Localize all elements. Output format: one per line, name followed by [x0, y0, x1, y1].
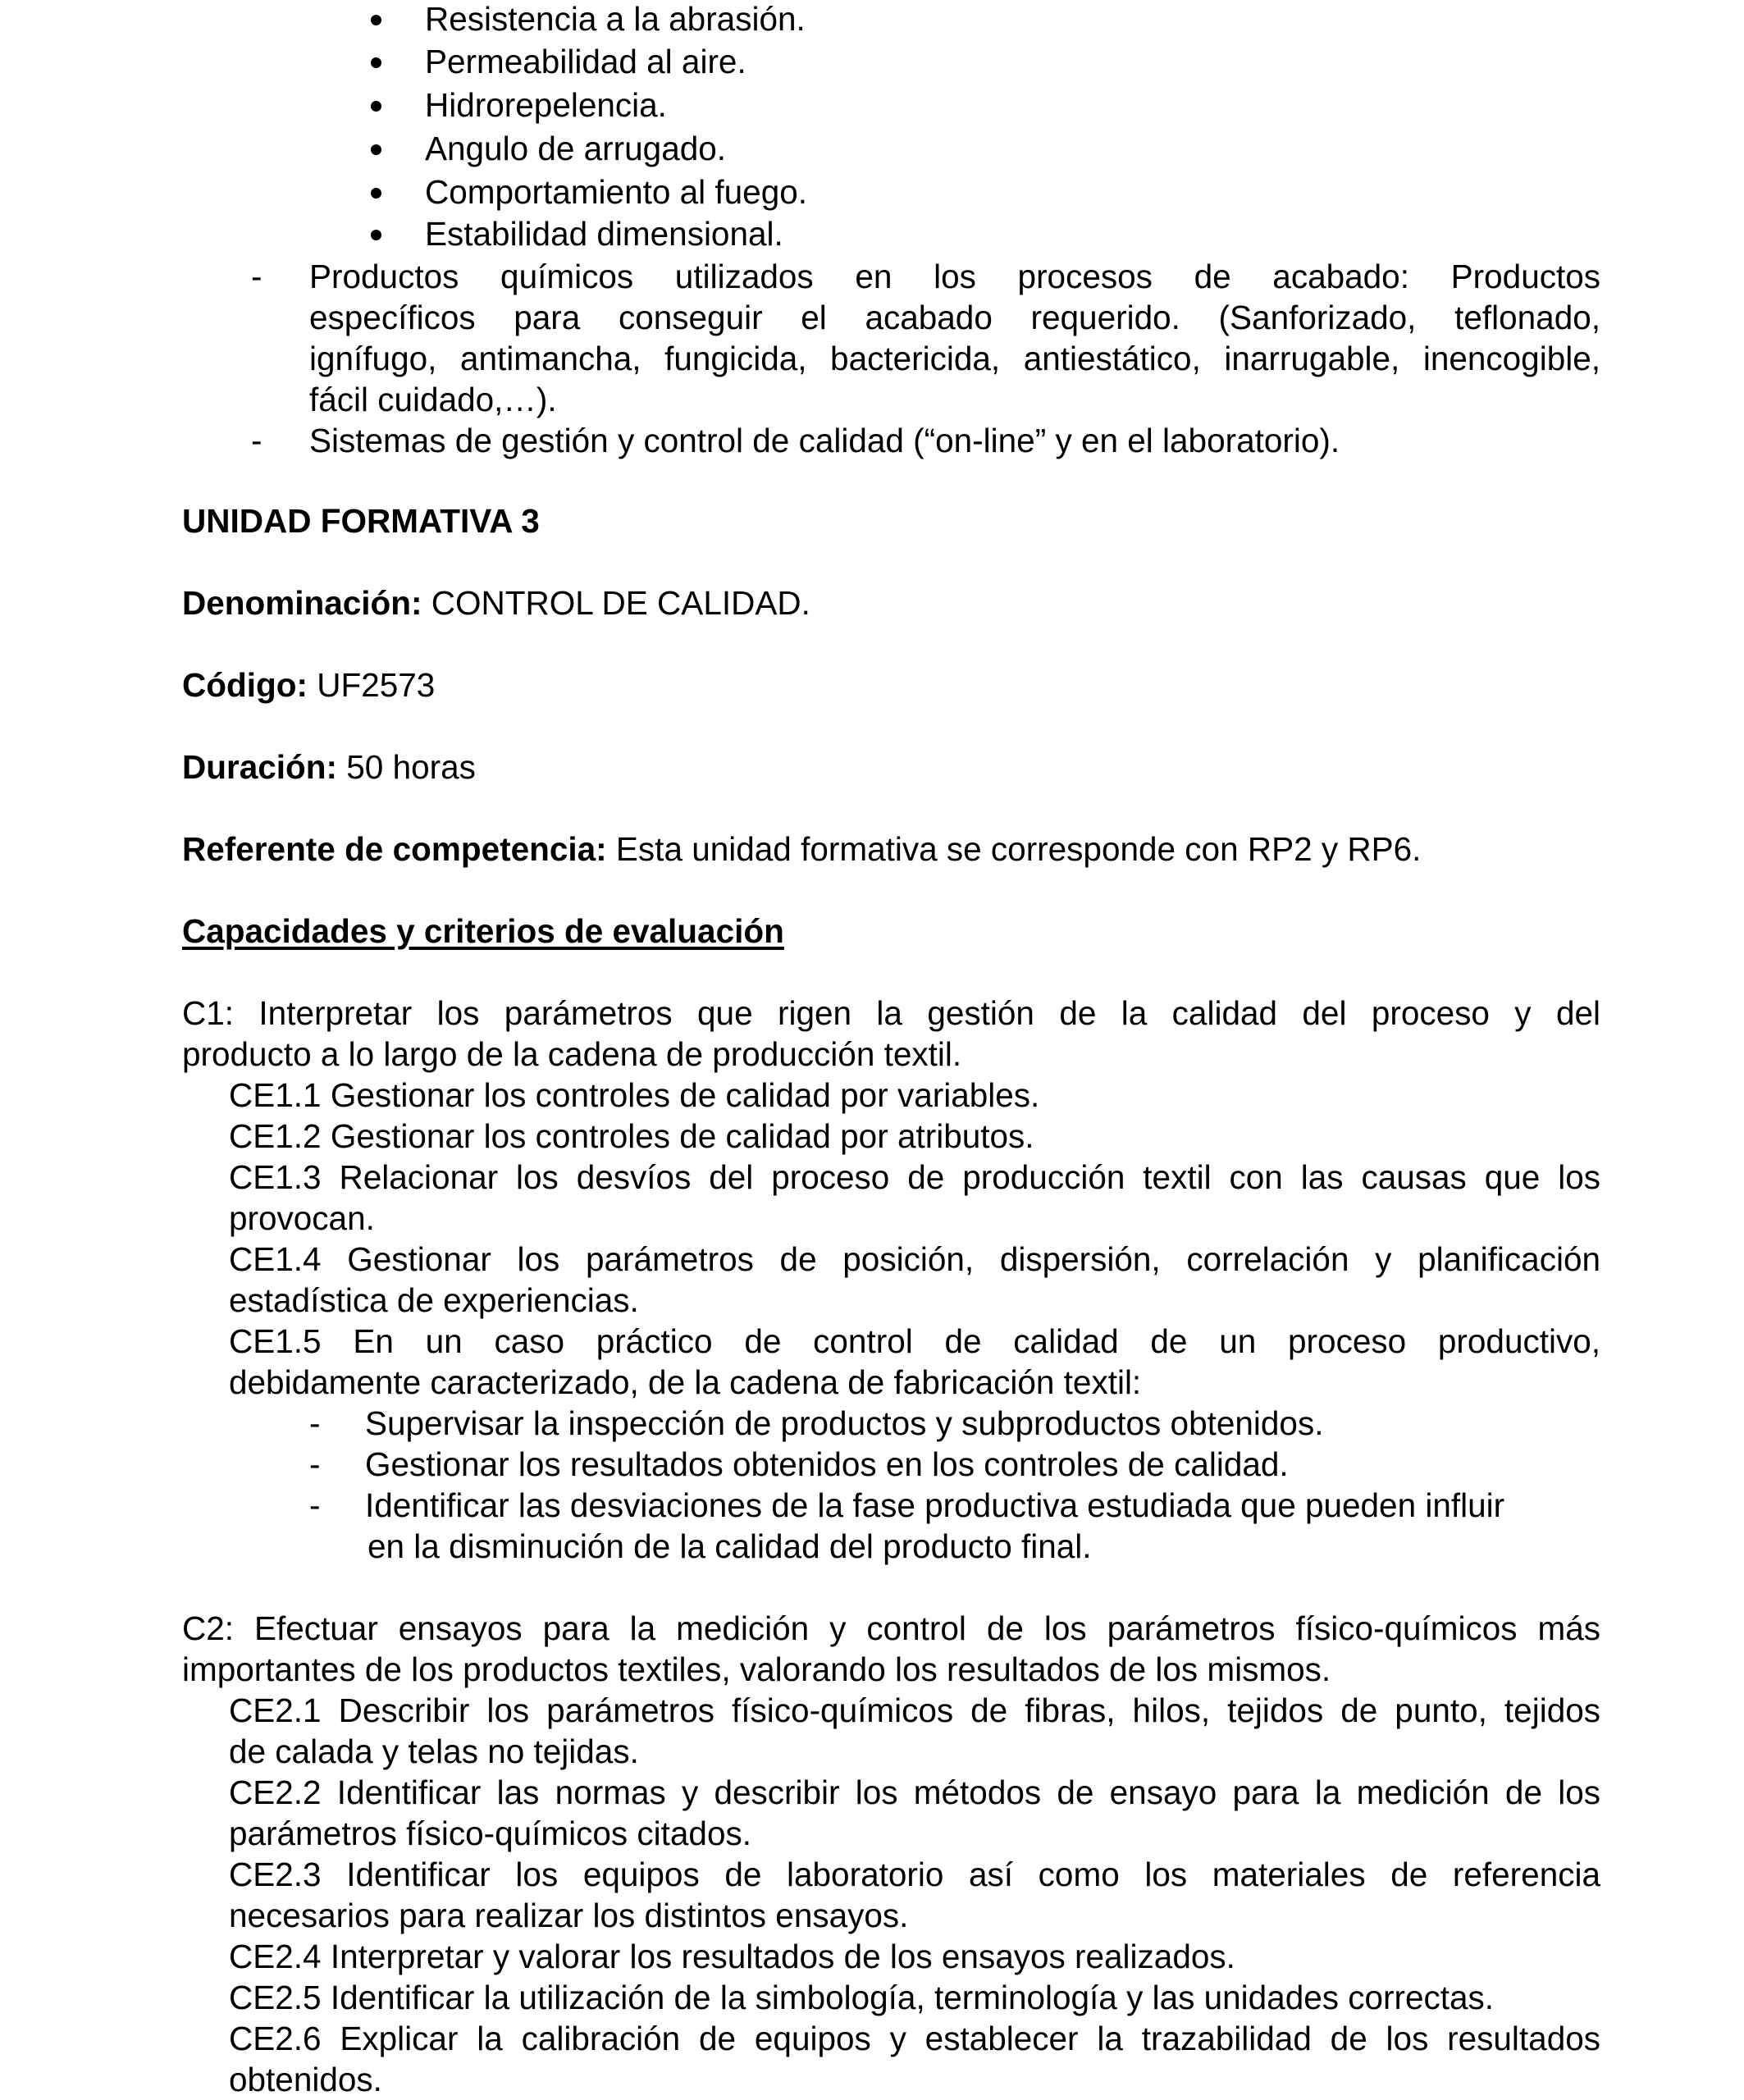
criterio-ce1-5-cont: debidamente caracterizado, de la cadena de fabricación textil: [229, 1363, 1142, 1401]
dash-marker: - [309, 1445, 321, 1483]
criterio-ce1-4: CE1.4 Gestionar los parámetros de posición, dispersión, correlación y planificación [229, 1240, 1600, 1278]
criterio-ce2-4: CE2.4 Interpretar y valorar los resultados de los ensayos realizados. [229, 1938, 1235, 1975]
criterio-ce2-1-cont: de calada y telas no tejidas. [229, 1732, 639, 1770]
bullet-item: Estabilidad dimensional. [425, 215, 783, 253]
denominacion-label: Denominación: [182, 584, 422, 622]
dash-marker: - [251, 258, 263, 295]
codigo-row [182, 664, 435, 705]
referente-label: Referente de competencia: [182, 830, 607, 868]
criterio-ce2-2-cont: parámetros físico-químicos citados. [229, 1815, 751, 1852]
capacidad-text: producto a lo largo de la cadena de producción textil. [182, 1035, 962, 1073]
dash-item-line: específicos para conseguir el acabado requerido. (Sanforizado, teflonado, [309, 299, 1600, 336]
bullet-dot [371, 230, 381, 240]
bullet-item: Comportamiento al fuego. [425, 173, 808, 211]
bullet-dot [371, 144, 381, 155]
dash-marker: - [251, 422, 263, 459]
denominacion-row [182, 582, 810, 623]
referente-value: Esta unidad formativa se corresponde con RP2 y RP6. [606, 830, 1422, 868]
duracion-row [182, 746, 476, 788]
bullet-dot [371, 57, 381, 68]
criterio-ce1-2: CE1.2 Gestionar los controles de calidad por atributos. [229, 1117, 1034, 1155]
capacidad-text: C1: Interpretar los parámetros que rigen la gestión de la calidad del proceso y del [182, 994, 1600, 1032]
sub-item-cont: en la disminución de la calidad del producto final. [368, 1527, 1092, 1565]
bullet-dot [371, 101, 381, 112]
bullet-item: Angulo de arrugado. [425, 130, 727, 167]
dash-marker: - [309, 1404, 321, 1442]
dash-item-line: ignífugo, antimancha, fungicida, bactericida, antiestático, inarrugable, inencogible, [309, 340, 1600, 377]
bullet-dot [371, 15, 381, 25]
criterio-ce2-6: CE2.6 Explicar la calibración de equipos y establecer la trazabilidad de los resultados [229, 2020, 1600, 2057]
bullet-item: Resistencia a la abrasión. [425, 0, 806, 38]
criterio-ce2-1: CE2.1 Describir los parámetros físico-químicos de fibras, hilos, tejidos de punto, tejidos [229, 1691, 1600, 1729]
duracion-value: 50 horas [337, 748, 476, 786]
capacidad-text: importantes de los productos textiles, valorando los resultados de los mismos. [182, 1650, 1331, 1688]
dash-item: Sistemas de gestión y control de calidad (“on-line” y en el laboratorio). [309, 422, 1340, 459]
sub-item: Gestionar los resultados obtenidos en los controles de calidad. [365, 1445, 1289, 1483]
bullet-dot [371, 188, 381, 199]
criterio-ce1-4-cont: estadística de experiencias. [229, 1281, 639, 1319]
criterio-ce2-6-cont: obtenidos. [229, 2061, 382, 2098]
dash-item-line: Productos químicos utilizados en los procesos de acabado: Productos [309, 258, 1600, 295]
dash-marker: - [309, 1486, 321, 1524]
criterio-ce1-5: CE1.5 En un caso práctico de control de calidad de un proceso productivo, [229, 1322, 1600, 1360]
referente-row [182, 829, 1421, 870]
denominacion-value: CONTROL DE CALIDAD. [422, 584, 810, 622]
criterio-ce2-3-cont: necesarios para realizar los distintos ensayos. [229, 1897, 909, 1934]
codigo-label: Código: [182, 666, 308, 704]
sub-item: Identificar las desviaciones de la fase productiva estudiada que pueden influir [365, 1486, 1505, 1524]
sub-item: Supervisar la inspección de productos y subproductos obtenidos. [365, 1404, 1324, 1442]
codigo-value: UF2573 [307, 666, 436, 704]
criterio-ce2-3: CE2.3 Identificar los equipos de laboratorio así como los materiales de referencia [229, 1856, 1600, 1893]
criterio-ce1-3-cont: provocan. [229, 1199, 375, 1237]
duracion-label: Duración: [182, 748, 338, 786]
unit-heading: UNIDAD FORMATIVA 3 [182, 502, 540, 540]
criterio-ce2-5: CE2.5 Identificar la utilización de la simbología, terminología y las unidades correctas. [229, 1979, 1495, 2016]
criterio-ce1-1: CE1.1 Gestionar los controles de calidad por variables. [229, 1076, 1040, 1114]
dash-item-line: fácil cuidado,…). [309, 381, 557, 418]
bullet-item: Hidrorepelencia. [425, 86, 667, 124]
capacidad-text: C2: Efectuar ensayos para la medición y control de los parámetros físico-químicos más [182, 1609, 1600, 1647]
criterio-ce2-2: CE2.2 Identificar las normas y describir los métodos de ensayo para la medición de los [229, 1774, 1600, 1811]
capacidades-heading: Capacidades y criterios de evaluación [182, 912, 784, 950]
bullet-item: Permeabilidad al aire. [425, 43, 746, 80]
criterio-ce1-3: CE1.3 Relacionar los desvíos del proceso de producción textil con las causas que los [229, 1158, 1600, 1196]
